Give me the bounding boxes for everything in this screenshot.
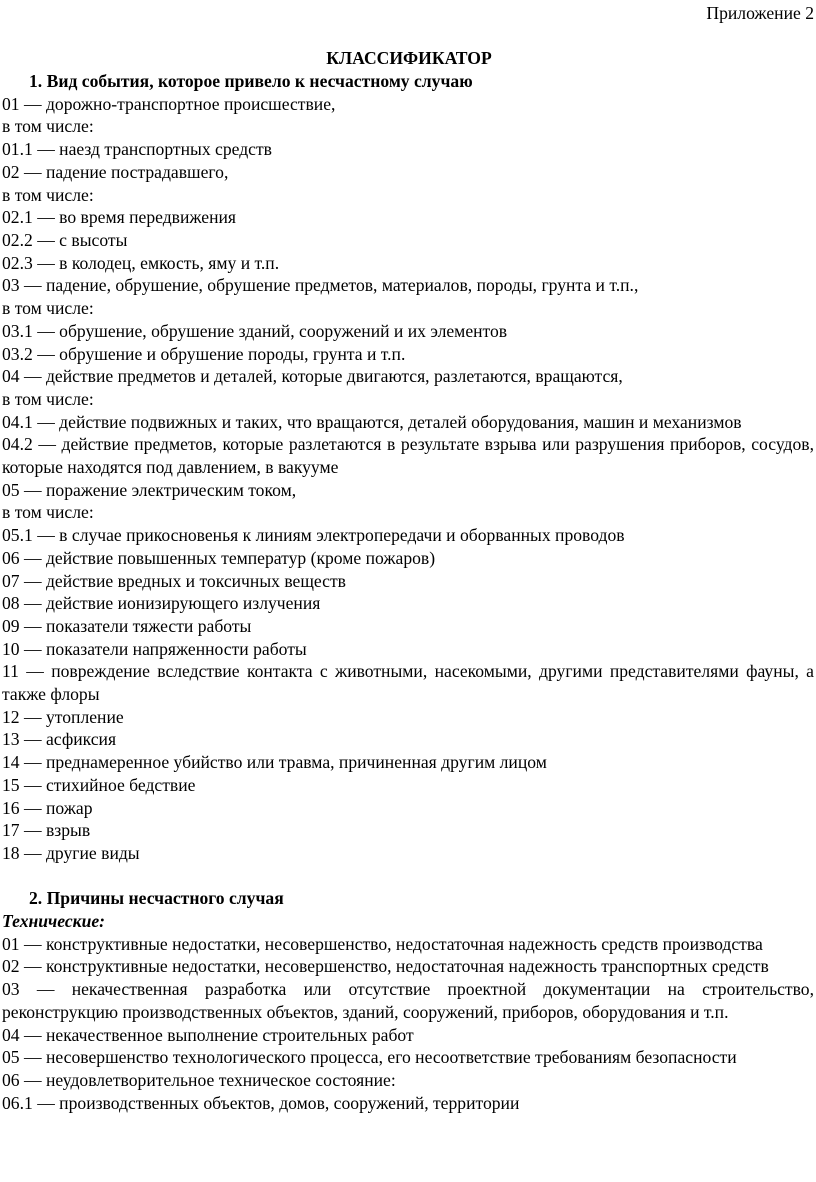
list-item: 13 — асфиксия: [2, 729, 117, 750]
spacer: [2, 865, 814, 888]
section-1: [2, 70, 814, 865]
list-item: 04.2 — действие предметов, которые разлетаются в результате взрыва или разрушения приборов, сосудов, которые находятся под давлением, в вакууме: [2, 434, 814, 478]
list-item: 11 — повреждение вследствие контакта с животными, насекомыми, другими представителями фауны, а также флоры: [2, 661, 814, 705]
section-2: [2, 887, 814, 1114]
list-item: 02 — падение пострадавшего,: [2, 161, 229, 182]
list-item: 18 — другие виды: [2, 842, 140, 863]
list-item: 04.1 — действие подвижных и таких, что вращаются, деталей оборудования, машин и механизмов: [2, 411, 742, 432]
list-item: 09 — показатели тяжести работы: [2, 615, 252, 636]
list-item: 03.2 — обрушение и обрушение породы, грунта и т.п.: [2, 343, 406, 364]
list-item: 05 — поражение электрическим током,: [2, 479, 297, 500]
list-item: 07 — действие вредных и токсичных веществ: [2, 570, 346, 591]
list-item: 04 — некачественное выполнение строительных работ: [2, 1024, 414, 1045]
list-item: 01 — конструктивные недостатки, несовершенство, недостаточная надежность средств производства: [2, 933, 763, 954]
list-item: 08 — действие ионизирующего излучения: [2, 593, 321, 614]
list-item: 01 — дорожно-транспортное происшествие,: [2, 93, 336, 114]
list-item: 17 — взрыв: [2, 820, 91, 841]
list-item: 03 — некачественная разработка или отсутствие проектной документации на строительство, реконструкцию производственных объектов, зданий, сооружений, приборов, оборудования и т.п.: [2, 979, 814, 1022]
document-title: КЛАССИФИКАТОР: [326, 48, 492, 69]
list-item: в том числе:: [2, 116, 94, 137]
list-item: 04 — действие предметов и деталей, которые двигаются, разлетаются, вращаются,: [2, 366, 623, 387]
list-item: 03 — падение, обрушение, обрушение предметов, материалов, породы, грунта и т.п.,: [2, 275, 639, 296]
list-item: 12 — утопление: [2, 706, 124, 727]
list-item: 10 — показатели напряженности работы: [2, 638, 307, 659]
list-item: в том числе:: [2, 298, 94, 319]
list-item: в том числе:: [2, 388, 94, 409]
list-item: 05.1 — в случае прикосновенья к линиям электропередачи и оборванных проводов: [2, 525, 625, 546]
list-item: 02.1 — во время передвижения: [2, 207, 237, 228]
list-item: 06.1 — производственных объектов, домов, сооружений, территории: [2, 1092, 520, 1113]
list-item: 02 — конструктивные недостатки, несовершенство, недостаточная надежность транспортных средств: [2, 956, 769, 977]
list-item: 03.1 — обрушение, обрушение зданий, сооружений и их элементов: [2, 320, 508, 341]
section-2-subheading: Технические:: [2, 911, 106, 932]
list-item: 02.2 — с высоты: [2, 229, 128, 250]
list-item: 02.3 — в колодец, емкость, яму и т.п.: [2, 252, 280, 273]
list-item: в том числе:: [2, 184, 94, 205]
section-1-list: [2, 93, 814, 865]
list-item: 06 — действие повышенных температур (кроме пожаров): [2, 547, 436, 568]
list-item: 16 — пожар: [2, 797, 93, 818]
list-item: 14 — преднамеренное убийство или травма, причиненная другим лицом: [2, 752, 547, 773]
section-2-list: [2, 933, 814, 1115]
list-item: 15 — стихийное бедствие: [2, 774, 196, 795]
list-item: в том числе:: [2, 502, 94, 523]
section-1-heading: 1. Вид события, которое привело к несчастному случаю: [29, 71, 473, 92]
list-item: 01.1 — наезд транспортных средств: [2, 139, 272, 160]
list-item: 05 — несовершенство технологического процесса, его несоответствие требованиям безопасности: [2, 1047, 737, 1068]
section-2-heading: 2. Причины несчастного случая: [29, 888, 284, 909]
spacer: [2, 25, 814, 48]
list-item: 06 — неудовлетворительное техническое состояние:: [2, 1069, 396, 1090]
appendix-label: Приложение 2: [706, 3, 814, 23]
